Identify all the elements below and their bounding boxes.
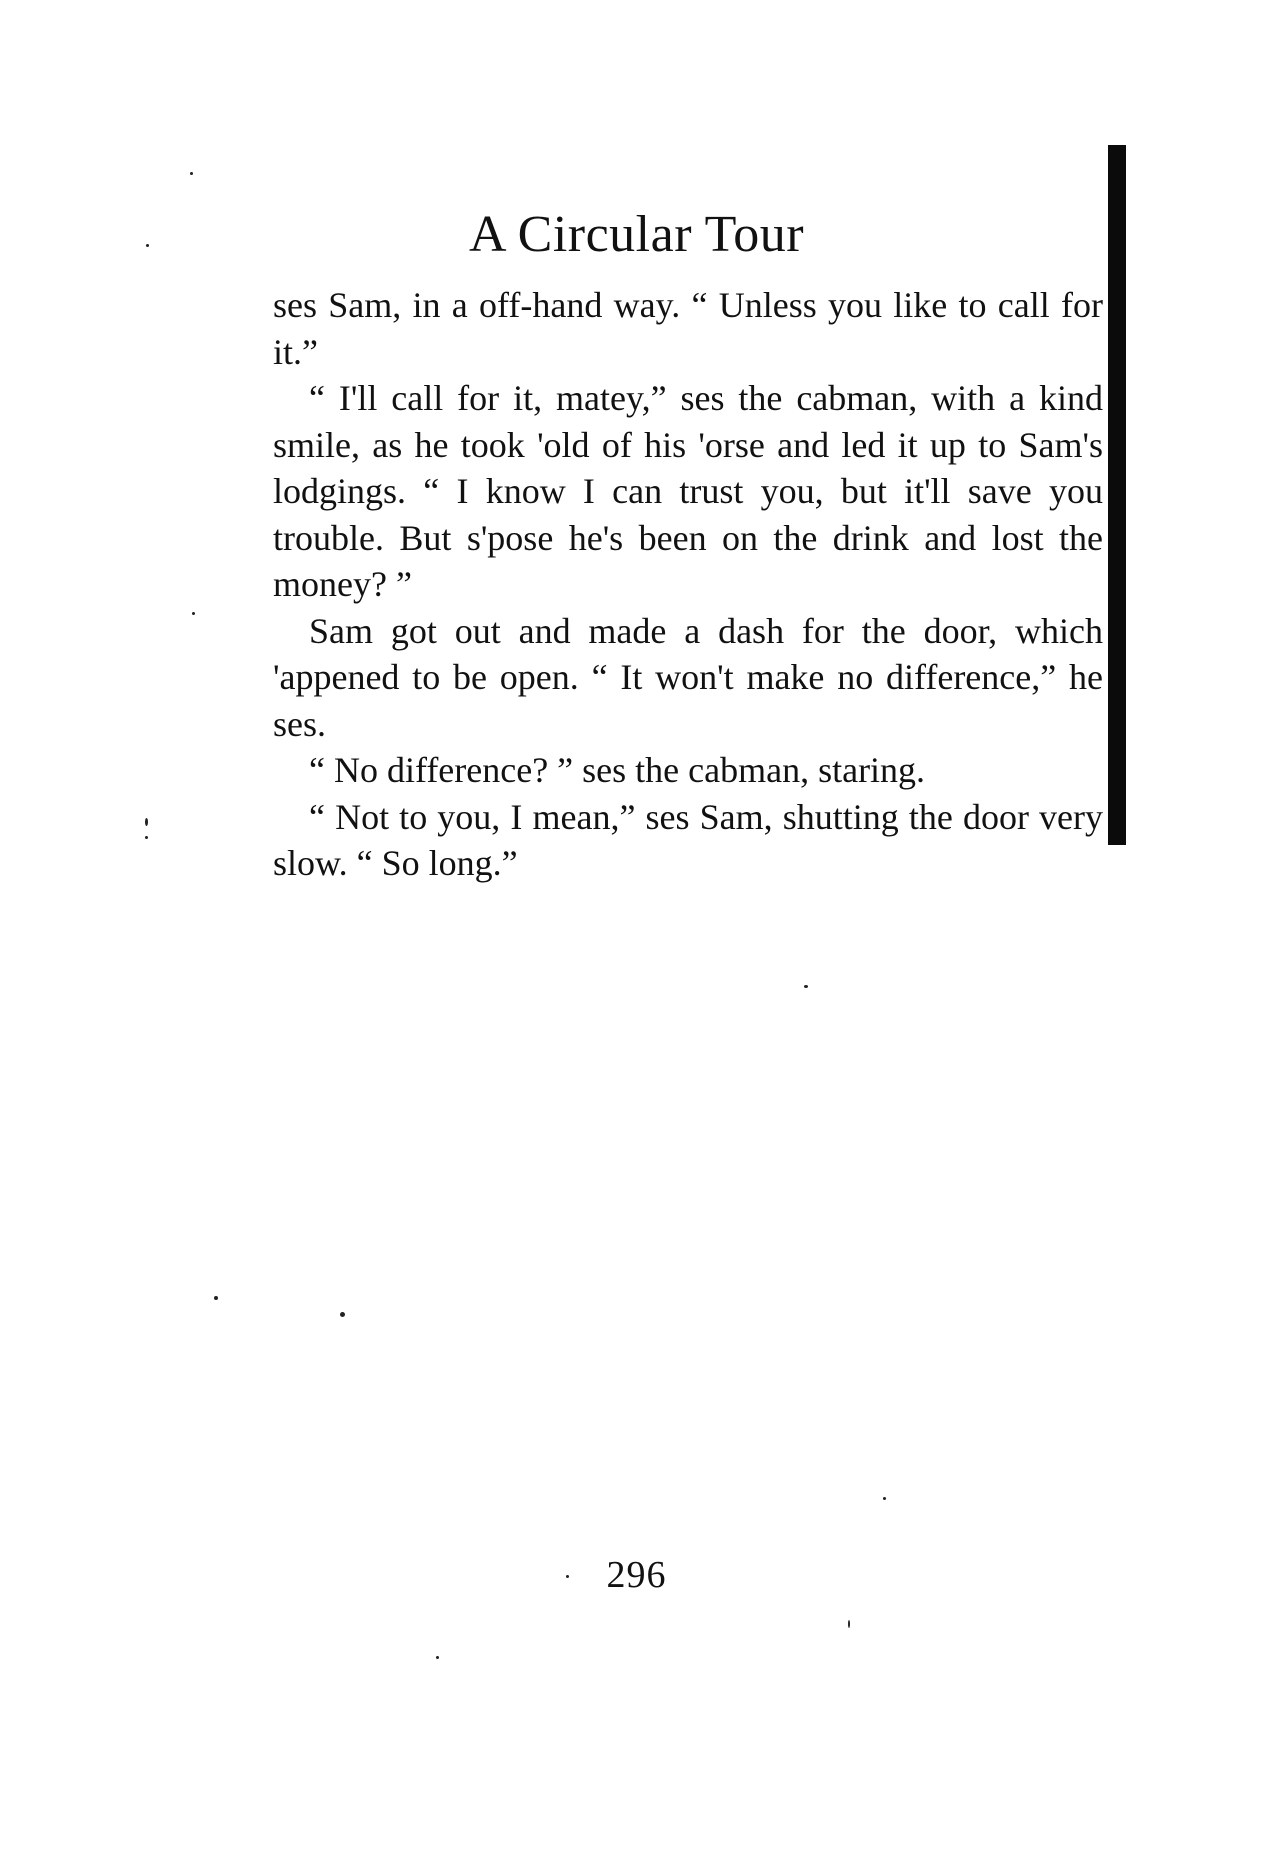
scan-speck: [190, 172, 193, 175]
paragraph: Sam got out and made a dash for the door, which 'appened to be open. “ It won't make no difference,” he ses.: [273, 610, 1103, 744]
paragraph: “ I'll call for it, matey,” ses the cabman, with a kind smile, as he took 'old of his 'orse and led it up to Sam's lodgings. “ I know I can trust you, but it'll save you trouble. But s'pose he's been on the drink and lost the money? ”: [273, 378, 1103, 604]
scan-speck: [214, 1296, 218, 1300]
paragraph: “ Not to you, I mean,” ses Sam, shutting the door very slow. “ So long.”: [273, 796, 1103, 883]
running-title: A Circular Tour: [468, 206, 805, 263]
page-number: 296: [606, 1554, 667, 1596]
scan-speck: [145, 836, 148, 839]
scan-speck: [436, 1656, 439, 1659]
scan-speck: [192, 612, 195, 615]
scan-speck: [340, 1312, 345, 1317]
scan-speck: [883, 1497, 886, 1500]
body-text: [273, 282, 1103, 887]
scan-speck: [145, 818, 148, 826]
scan-speck: [804, 985, 808, 988]
paragraph: ses Sam, in a off-hand way. “ Unless you like to call for it.”: [273, 285, 1103, 372]
paragraph: “ No difference? ” ses the cabman, staring.: [309, 750, 926, 790]
scan-speck: [146, 244, 149, 247]
scan-speck: [848, 1620, 850, 1628]
scan-speck: [566, 1575, 569, 1578]
